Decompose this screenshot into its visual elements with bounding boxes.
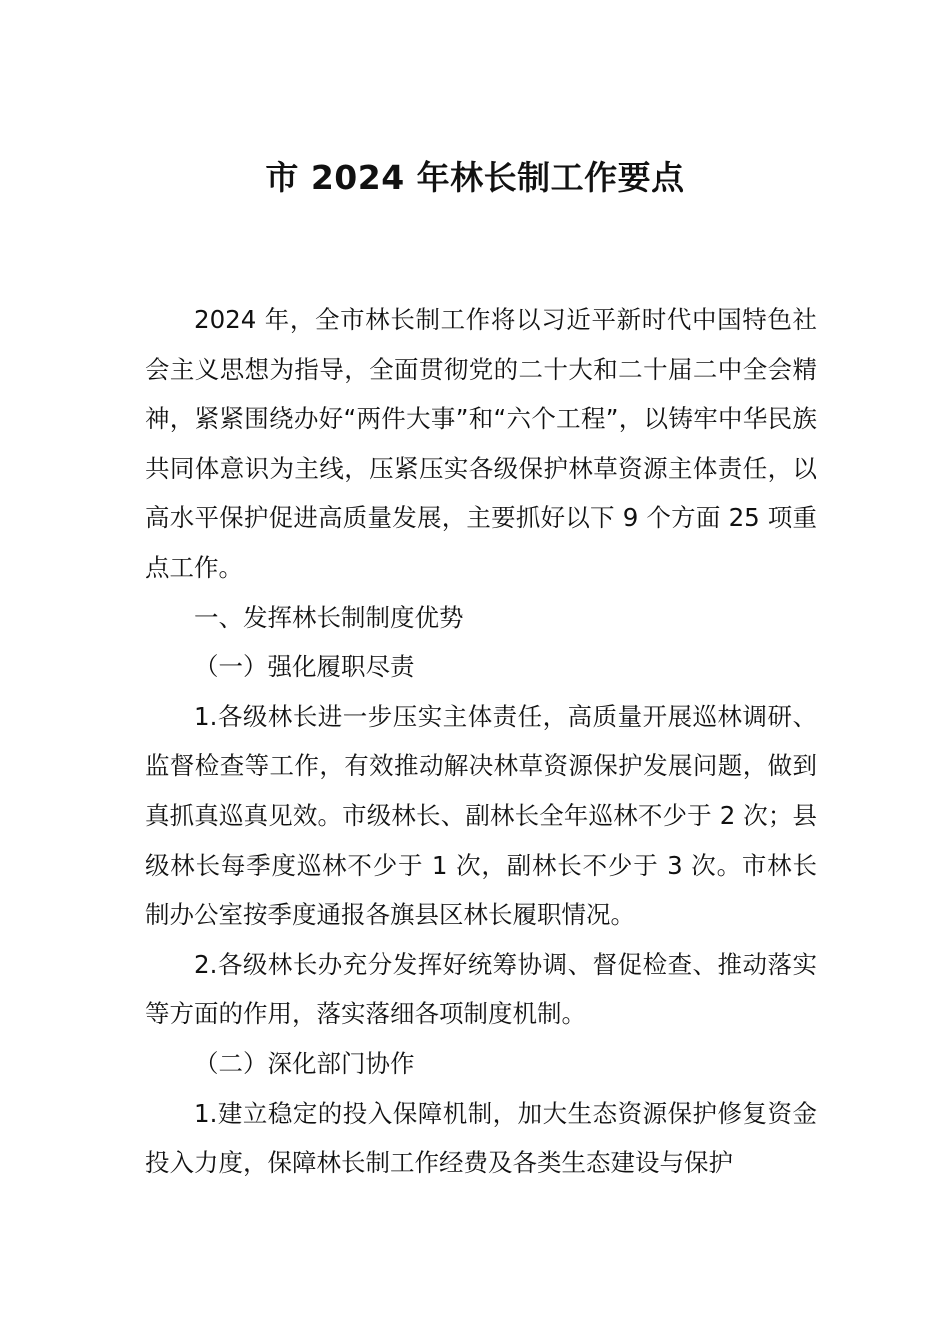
section-heading-1: 一、发挥林长制制度优势	[194, 602, 464, 632]
intro-paragraph: 2024 年，全市林长制工作将以习近平新时代中国特色社会主义思想为指导，全面贯彻党的二十大和二十届二中全会精神，紧紧围绕办好“两件大事”和“六个工程”，以铸牢中华民族共同体意识为主线，压紧压实各级保护林草资源主体责任，以高水平保护促进高质量发展，主要抓好以下 9 个方面 25 项重点工作。	[145, 305, 817, 582]
document-body	[145, 295, 817, 1188]
item-paragraph-1-1: 1.各级林长进一步压实主体责任，高质量开展巡林调研、监督检查等工作，有效推动解决林草资源保护发展问题，做到真抓真巡真见效。市级林长、副林长全年巡林不少于 2 次；县级林长每季度巡林不少于 1 次，副林长不少于 3 次。市林长制办公室按季度通报各旗县区林长履职情况。	[145, 701, 817, 930]
document-title: 市 2024 年林长制工作要点	[265, 158, 685, 197]
item-paragraph-2-1: 1.建立稳定的投入保障机制，加大生态资源保护修复资金投入力度，保障林长制工作经费及各类生态建设与保护	[145, 1098, 817, 1178]
item-paragraph-1-2: 2.各级林长办充分发挥好统筹协调、督促检查、推动落实等方面的作用，落实落细各项制度机制。	[145, 949, 817, 1029]
subsection-heading-2: （二）深化部门协作	[194, 1048, 415, 1078]
subsection-heading-1: （一）强化履职尽责	[194, 652, 415, 682]
